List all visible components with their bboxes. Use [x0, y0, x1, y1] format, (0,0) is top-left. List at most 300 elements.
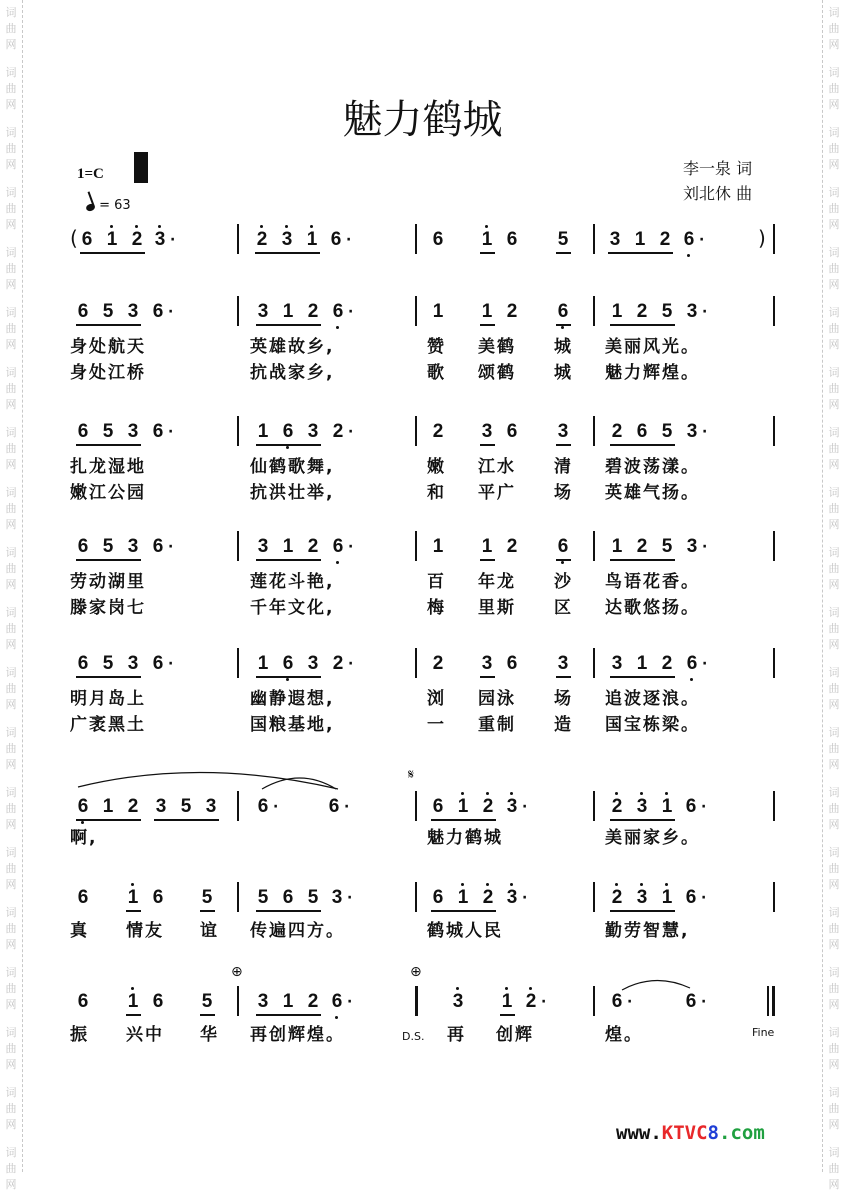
- note: 5: [307, 887, 319, 908]
- lyric: 传遍四方。: [250, 921, 345, 941]
- slur-arc: [0, 767, 845, 827]
- watermark-char: 曲: [5, 922, 17, 935]
- watermark-char: 曲: [828, 502, 840, 515]
- watermark-char: 网: [5, 998, 17, 1011]
- lyric: 扎龙湿地: [70, 457, 146, 477]
- note: 5: [102, 536, 114, 557]
- watermark-char: 词: [828, 546, 840, 559]
- lyric: 振: [70, 1025, 89, 1045]
- watermark-char: 词: [5, 846, 17, 859]
- octave-dot-above: [665, 883, 668, 886]
- octave-dot-above: [310, 225, 313, 228]
- watermark-char: 网: [828, 218, 840, 231]
- octave-dot-above: [158, 225, 161, 228]
- note: 2: [610, 886, 624, 910]
- note: 6: [328, 796, 340, 817]
- note: 1: [282, 991, 294, 1012]
- watermark-char: 网: [5, 98, 17, 111]
- staff-row: [0, 535, 845, 618]
- beam-underline: [255, 252, 320, 254]
- watermark-char: 曲: [828, 1102, 840, 1115]
- watermark-char: 曲: [828, 682, 840, 695]
- note: 6: [152, 301, 164, 322]
- watermark-char: 曲: [828, 22, 840, 35]
- lyric: 清: [554, 457, 573, 477]
- note: 6: [432, 796, 444, 817]
- time-signature: [134, 156, 141, 186]
- note: 6: [506, 229, 518, 250]
- watermark-char: 词: [5, 306, 17, 319]
- staff-row: [0, 652, 845, 735]
- lyric: 鸟语花香。: [605, 572, 700, 592]
- segno-icon: 𝄋: [408, 767, 415, 783]
- lyric: 达歌悠扬。: [605, 598, 700, 618]
- note: 2: [332, 421, 344, 442]
- beam-underline: [556, 324, 571, 326]
- watermark-char: 词: [5, 666, 17, 679]
- note: 2: [255, 228, 269, 252]
- octave-dot-above: [640, 883, 643, 886]
- note: 6: [636, 421, 648, 442]
- watermark-char: 词: [5, 1086, 17, 1099]
- note: 2: [506, 301, 518, 322]
- augmentation-dot: ·: [348, 656, 354, 672]
- watermark-char: 网: [828, 338, 840, 351]
- watermark-char: 网: [828, 98, 840, 111]
- staff-row: [0, 964, 845, 1045]
- lyric: 嫩: [427, 457, 446, 477]
- octave-dot-below: [690, 678, 693, 681]
- watermark-char: 网: [5, 218, 17, 231]
- watermark-char: 网: [828, 698, 840, 711]
- note: 1: [105, 228, 119, 252]
- note: 1: [282, 301, 294, 322]
- watermark-char: 网: [828, 1058, 840, 1071]
- watermark-char: 曲: [5, 322, 17, 335]
- watermark-char: 词: [828, 246, 840, 259]
- augmentation-dot: ·: [168, 304, 174, 320]
- beam-underline: [431, 910, 496, 912]
- watermark-char: 词: [5, 66, 17, 79]
- tempo-value: = 63: [99, 198, 131, 213]
- barline: [593, 531, 595, 561]
- beam-underline: [480, 676, 495, 678]
- lyric: 梅: [427, 598, 446, 618]
- beam-underline: [76, 444, 141, 446]
- lyric: 广袤黑土: [70, 715, 146, 735]
- logo-www: www.: [616, 1122, 662, 1144]
- lyric: 年龙: [478, 572, 516, 592]
- octave-dot-below: [336, 326, 339, 329]
- lyric: 场: [554, 689, 573, 709]
- barline: [415, 882, 417, 912]
- page-title: 魅力鹤城: [342, 97, 503, 143]
- lyric: 歌: [427, 363, 446, 383]
- note: 6: [556, 300, 570, 324]
- note: 2: [432, 421, 444, 442]
- octave-dot-below: [687, 254, 690, 257]
- lyric: 百: [427, 572, 446, 592]
- watermark-char: 词: [828, 426, 840, 439]
- note: 1: [432, 536, 444, 557]
- lyric: 真: [70, 921, 89, 941]
- beam-underline: [256, 444, 321, 446]
- note: 6: [682, 228, 696, 252]
- augmentation-dot: ·: [702, 424, 708, 440]
- augmentation-dot: ·: [347, 890, 353, 906]
- beam-underline: [76, 676, 141, 678]
- barline: [237, 531, 239, 561]
- watermark-char: 词: [5, 486, 17, 499]
- beam-underline: [610, 444, 675, 446]
- watermark-char: 词: [828, 786, 840, 799]
- augmentation-dot: ·: [702, 304, 708, 320]
- note: 2: [611, 421, 623, 442]
- final-barline-thick: [772, 986, 775, 1016]
- note: 3: [127, 301, 139, 322]
- barline: [593, 296, 595, 326]
- staff-row: [0, 767, 845, 848]
- lyric: 场: [554, 483, 573, 503]
- octave-dot-below: [335, 1016, 338, 1019]
- note: 3: [635, 886, 649, 910]
- lyric: 鹤城人民: [427, 921, 503, 941]
- barline: [773, 882, 775, 912]
- augmentation-dot: ·: [702, 539, 708, 555]
- watermark-char: 网: [5, 698, 17, 711]
- note: 1: [481, 536, 493, 557]
- note: 6: [152, 887, 164, 908]
- note: 6: [77, 991, 89, 1012]
- lyric: 造: [554, 715, 573, 735]
- watermark-char: 网: [828, 458, 840, 471]
- octave-dot-above: [285, 225, 288, 228]
- watermark-char: 曲: [5, 442, 17, 455]
- ds-marking: D.S.: [402, 1030, 425, 1043]
- lyric: 创辉: [496, 1025, 534, 1045]
- note: 6: [330, 229, 342, 250]
- final-barline-thin: [767, 986, 769, 1016]
- lyric: 煌。: [605, 1025, 643, 1045]
- watermark-char: 网: [828, 1178, 840, 1191]
- watermark-char: 曲: [828, 982, 840, 995]
- note: 5: [661, 536, 673, 557]
- watermark-char: 网: [828, 638, 840, 651]
- watermark-char: 网: [5, 1118, 17, 1131]
- beam-underline: [500, 1014, 515, 1016]
- quarter-note-icon: [85, 203, 96, 213]
- barline: [415, 224, 417, 254]
- lyric: 千年文化,: [250, 598, 335, 618]
- watermark-char: 网: [828, 938, 840, 951]
- barline: [237, 416, 239, 446]
- watermark-char: 曲: [5, 682, 17, 695]
- watermark-char: 网: [5, 758, 17, 771]
- logo-c: C: [696, 1122, 708, 1144]
- beam-underline: [256, 910, 321, 912]
- lyric: 幽静遐想,: [250, 689, 335, 709]
- beam-underline: [80, 252, 145, 254]
- note: 6: [152, 991, 164, 1012]
- note: 3: [331, 887, 343, 908]
- watermark-char: 词: [828, 726, 840, 739]
- augmentation-dot: ·: [168, 539, 174, 555]
- note: 3: [307, 421, 319, 442]
- watermark-char: 曲: [5, 562, 17, 575]
- barline: [415, 648, 417, 678]
- octave-dot-below: [336, 561, 339, 564]
- lyric: 城: [554, 363, 573, 383]
- lyric: 区: [554, 598, 573, 618]
- lyric: 平广: [478, 483, 516, 503]
- lyric: 和: [427, 483, 446, 503]
- note: 5: [102, 301, 114, 322]
- watermark-char: 网: [5, 518, 17, 531]
- lyric: 抗洪壮举,: [250, 483, 335, 503]
- site-logo: [616, 1122, 765, 1144]
- note: 2: [524, 990, 538, 1014]
- note: 3: [127, 536, 139, 557]
- note: 6: [76, 795, 90, 819]
- note: 3: [153, 228, 167, 252]
- watermark-char: 曲: [828, 82, 840, 95]
- watermark-char: 曲: [5, 982, 17, 995]
- watermark-char: 网: [5, 578, 17, 591]
- watermark-char: 曲: [5, 502, 17, 515]
- watermark-char: 曲: [5, 622, 17, 635]
- watermark-char: 词: [828, 66, 840, 79]
- watermark-char: 词: [828, 606, 840, 619]
- beam-underline: [480, 252, 495, 254]
- note: 6: [330, 990, 344, 1014]
- note: 1: [305, 228, 319, 252]
- note: 3: [257, 301, 269, 322]
- note: 3: [257, 536, 269, 557]
- lyric: 身处航天: [70, 337, 146, 357]
- note: 3: [307, 653, 319, 674]
- staff-row: [0, 228, 845, 264]
- beam-underline: [556, 559, 571, 561]
- lyric: 抗战家乡,: [250, 363, 335, 383]
- watermark-char: 网: [5, 638, 17, 651]
- watermark-char: 词: [5, 1026, 17, 1039]
- lyric: 兴中: [126, 1025, 164, 1045]
- lyric: 美鹤: [478, 337, 516, 357]
- note: 1: [481, 301, 493, 322]
- watermark-char: 词: [828, 126, 840, 139]
- octave-dot-above: [615, 883, 618, 886]
- note: 3: [557, 421, 569, 442]
- watermark-char: 曲: [828, 1042, 840, 1055]
- watermark-char: 曲: [828, 622, 840, 635]
- note: 6: [281, 652, 295, 676]
- note: 6: [77, 887, 89, 908]
- note: 1: [257, 653, 269, 674]
- note: 5: [661, 301, 673, 322]
- watermark-char: 词: [828, 906, 840, 919]
- note: 3: [686, 421, 698, 442]
- note: 3: [635, 795, 649, 819]
- note: 3: [686, 301, 698, 322]
- note: 6: [432, 887, 444, 908]
- lyric: 魅力鹤城: [427, 828, 503, 848]
- barline: [773, 531, 775, 561]
- watermark-char: 词: [5, 186, 17, 199]
- note: 3: [127, 653, 139, 674]
- watermark-char: 网: [828, 518, 840, 531]
- lyric: 沙: [554, 572, 573, 592]
- watermark-char: 曲: [828, 382, 840, 395]
- augmentation-dot: ·: [170, 232, 176, 248]
- augmentation-dot: ·: [348, 539, 354, 555]
- staff-row: [0, 300, 845, 383]
- note: 2: [659, 229, 671, 250]
- watermark-char: 词: [5, 726, 17, 739]
- tie-arc: [0, 970, 845, 1010]
- augmentation-dot: ·: [701, 890, 707, 906]
- lyric: 华: [200, 1025, 219, 1045]
- note: 6: [331, 535, 345, 559]
- logo-com: com: [730, 1122, 765, 1144]
- watermark-char: 曲: [5, 802, 17, 815]
- note: 1: [634, 229, 646, 250]
- watermark-char: 词: [5, 606, 17, 619]
- octave-dot-above: [131, 883, 134, 886]
- watermark-char: 曲: [828, 322, 840, 335]
- note: 1: [126, 990, 140, 1014]
- note: 3: [481, 421, 493, 442]
- beam-underline: [256, 676, 321, 678]
- note: 5: [102, 421, 114, 442]
- watermark-char: 网: [828, 38, 840, 51]
- note: 5: [201, 991, 213, 1012]
- augmentation-dot: ·: [701, 799, 707, 815]
- note: 6: [685, 991, 697, 1012]
- note: 1: [126, 886, 140, 910]
- beam-underline: [76, 324, 141, 326]
- note: 3: [686, 536, 698, 557]
- watermark-char: 曲: [828, 142, 840, 155]
- note: 2: [432, 653, 444, 674]
- watermark-char: 网: [828, 878, 840, 891]
- note: 6: [685, 887, 697, 908]
- beam-underline: [556, 444, 571, 446]
- credits: [683, 156, 752, 206]
- barline: [593, 416, 595, 446]
- watermark-char: 网: [5, 158, 17, 171]
- note: 2: [332, 653, 344, 674]
- watermark-char: 曲: [5, 862, 17, 875]
- lyric: 重制: [478, 715, 516, 735]
- beam-underline: [256, 559, 321, 561]
- watermark-char: 网: [828, 158, 840, 171]
- watermark-char: 曲: [828, 202, 840, 215]
- augmentation-dot: ·: [701, 994, 707, 1010]
- note: 6: [257, 796, 269, 817]
- lyric: 劳动湖里: [70, 572, 146, 592]
- logo-ktv: KTV: [661, 1122, 697, 1144]
- lyric: 明月岛上: [70, 689, 146, 709]
- note: 2: [636, 536, 648, 557]
- augmentation-dot: ·: [344, 799, 350, 815]
- note: 1: [500, 990, 514, 1014]
- note: 1: [611, 301, 623, 322]
- barline: [773, 648, 775, 678]
- note: 3: [451, 990, 465, 1014]
- note: 6: [282, 887, 294, 908]
- octave-dot-below: [561, 326, 564, 329]
- watermark-char: 词: [5, 1146, 17, 1159]
- note: 2: [481, 795, 495, 819]
- augmentation-dot: ·: [348, 304, 354, 320]
- note: 6: [77, 301, 89, 322]
- beam-underline: [256, 1014, 321, 1016]
- watermark-char: 曲: [5, 742, 17, 755]
- watermark-char: 词: [5, 426, 17, 439]
- barline: [593, 648, 595, 678]
- beam-underline: [76, 559, 141, 561]
- note: 1: [660, 795, 674, 819]
- watermark-char: 网: [5, 38, 17, 51]
- beam-underline: [608, 252, 673, 254]
- augmentation-dot: ·: [541, 994, 547, 1010]
- note: 6: [152, 536, 164, 557]
- watermark-char: 网: [5, 878, 17, 891]
- note: 2: [610, 795, 624, 819]
- fine-marking: Fine: [752, 1026, 775, 1039]
- watermark-char: 词: [828, 1026, 840, 1039]
- barline: [773, 296, 775, 326]
- watermark-char: 曲: [5, 82, 17, 95]
- watermark-char: 词: [828, 666, 840, 679]
- note: 6: [152, 653, 164, 674]
- note: 3: [481, 653, 493, 674]
- note: 1: [456, 795, 470, 819]
- barline: [237, 296, 239, 326]
- lyric: 嫩江公园: [70, 483, 146, 503]
- note: 5: [201, 887, 213, 908]
- open-paren: (: [70, 226, 78, 250]
- beam-underline: [610, 324, 675, 326]
- note: 6: [77, 653, 89, 674]
- watermark-char: 网: [828, 818, 840, 831]
- barline: [415, 531, 417, 561]
- note: 1: [456, 886, 470, 910]
- lyric: 里斯: [478, 598, 516, 618]
- note: 6: [331, 300, 345, 324]
- beam-underline: [610, 676, 675, 678]
- watermark-char: 曲: [5, 1042, 17, 1055]
- watermark-char: 曲: [5, 1102, 17, 1115]
- octave-dot-above: [260, 225, 263, 228]
- watermark-char: 曲: [828, 742, 840, 755]
- note: 2: [307, 991, 319, 1012]
- tempo-marking: [86, 198, 131, 213]
- beam-underline: [480, 324, 495, 326]
- augmentation-dot: ·: [702, 656, 708, 672]
- note: 3: [611, 653, 623, 674]
- lyric: 国粮基地,: [250, 715, 335, 735]
- watermark-char: 词: [828, 846, 840, 859]
- augmentation-dot: ·: [273, 799, 279, 815]
- augmentation-dot: ·: [346, 232, 352, 248]
- note: 3: [205, 796, 217, 817]
- coda-icon: ⊕: [410, 964, 422, 980]
- note: 6: [281, 420, 295, 444]
- note: 2: [481, 886, 495, 910]
- note: 6: [506, 653, 518, 674]
- composer: 刘北休 曲: [683, 184, 753, 203]
